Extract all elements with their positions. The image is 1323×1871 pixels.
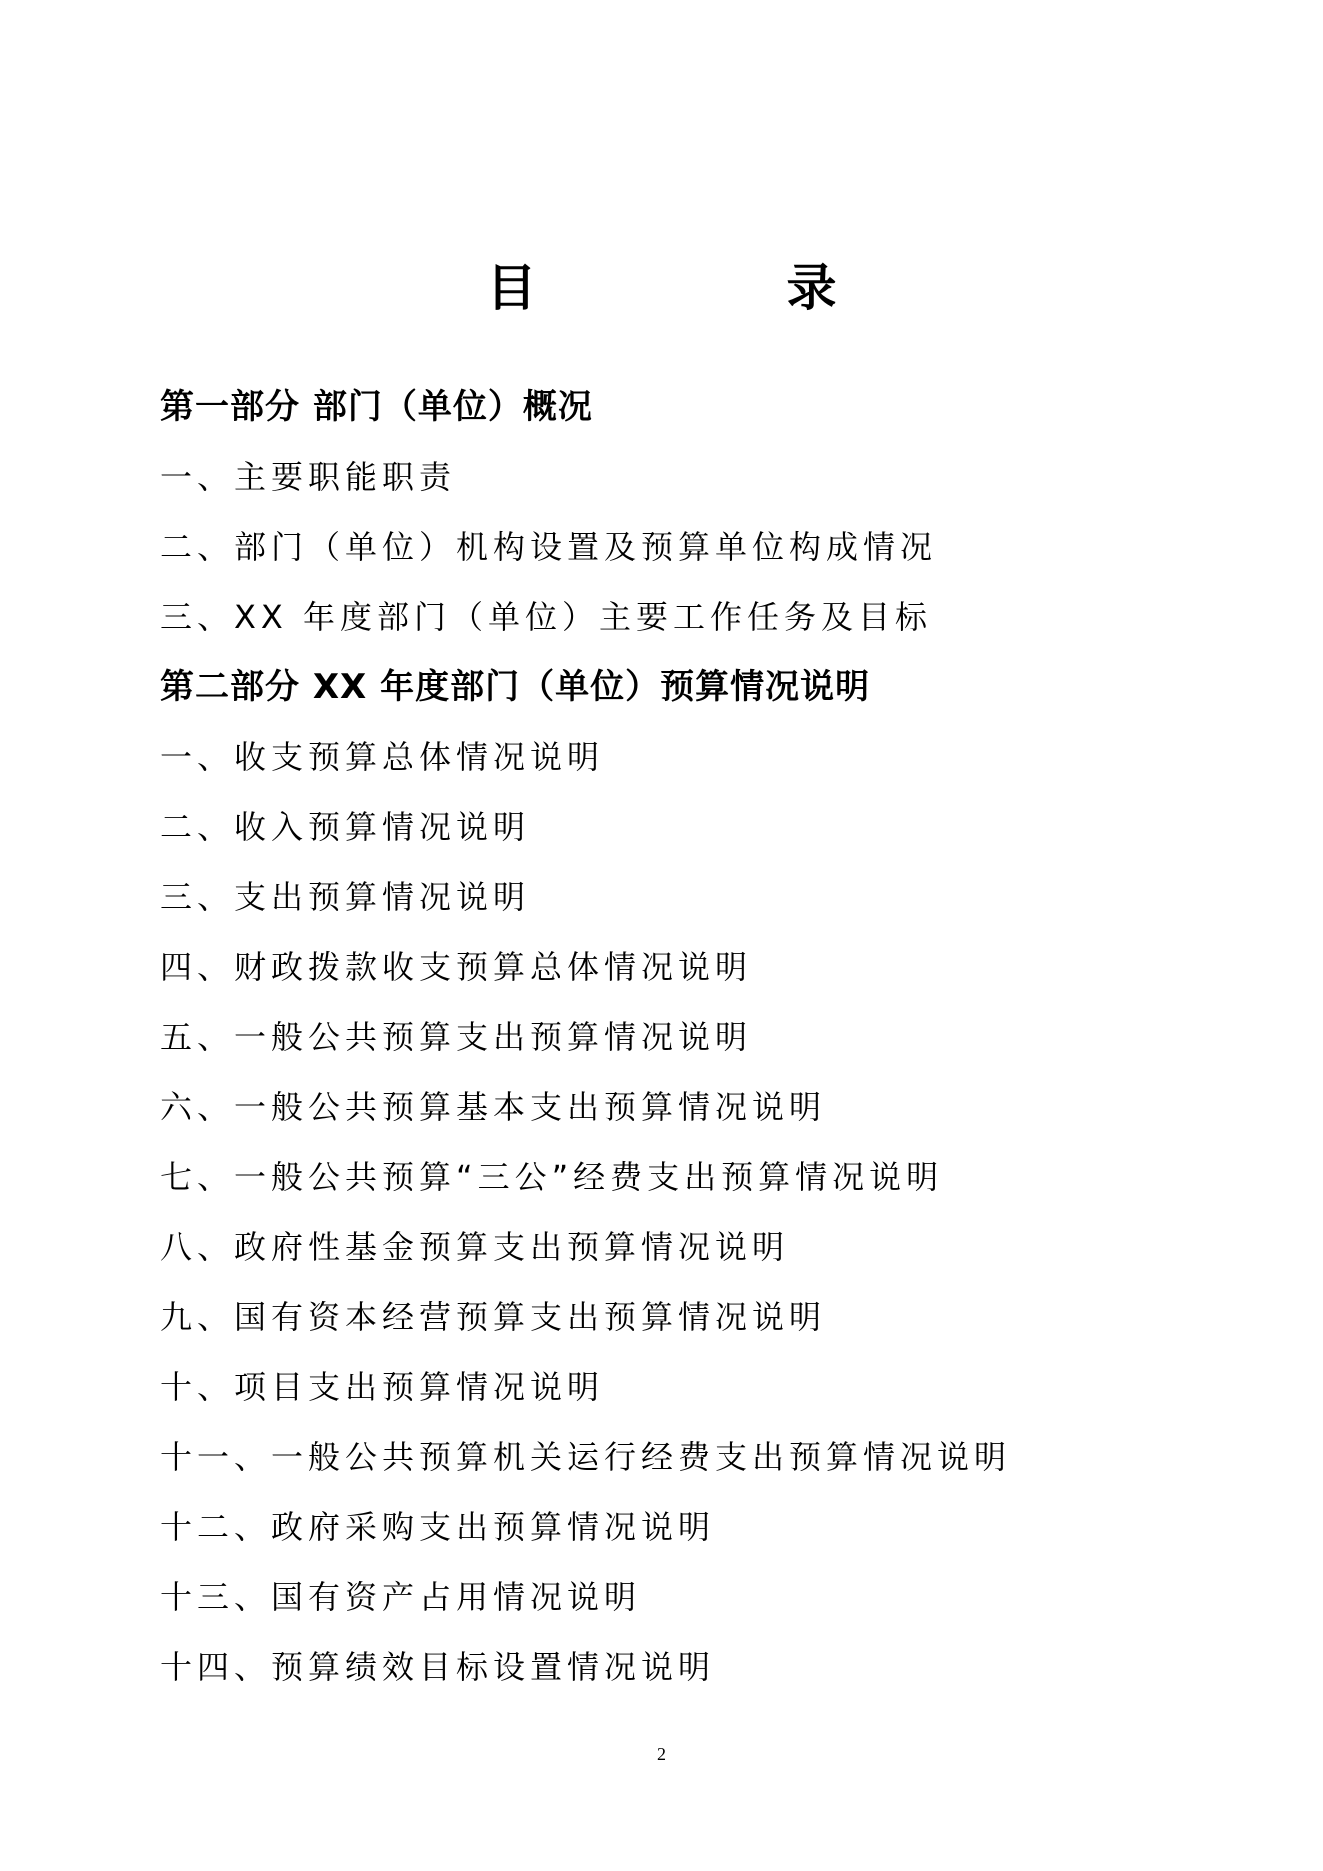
toc-item: 五、一般公共预算支出预算情况说明 [160, 1018, 753, 1056]
page-number: 2 [657, 1744, 666, 1764]
toc-item: 四、财政拨款收支预算总体情况说明 [160, 948, 753, 986]
toc-item: 十、项目支出预算情况说明 [160, 1368, 605, 1406]
toc-item: 七、一般公共预算“三公”经费支出预算情况说明 [160, 1158, 944, 1196]
toc-section-part-2: 第二部分 XX 年度部门（单位）预算情况说明 [160, 667, 871, 707]
toc-item: 九、国有资本经营预算支出预算情况说明 [160, 1298, 827, 1336]
toc-item: 一、主要职能职责 [160, 458, 457, 496]
toc-item: 十一、一般公共预算机关运行经费支出预算情况说明 [160, 1438, 1012, 1476]
toc-title: 目 录 [486, 259, 937, 317]
toc-item: 一、收支预算总体情况说明 [160, 738, 605, 776]
toc-item: 十三、国有资产占用情况说明 [160, 1578, 642, 1616]
toc-item: 三、XX 年度部门（单位）主要工作任务及目标 [160, 598, 933, 636]
toc-section-part-1: 第一部分 部门（单位）概况 [160, 387, 593, 427]
toc-list [160, 372, 1220, 1702]
toc-item: 三、支出预算情况说明 [160, 878, 531, 916]
toc-item: 八、政府性基金预算支出预算情况说明 [160, 1228, 790, 1266]
toc-item: 六、一般公共预算基本支出预算情况说明 [160, 1088, 827, 1126]
toc-item: 二、收入预算情况说明 [160, 808, 531, 846]
toc-item: 十二、政府采购支出预算情况说明 [160, 1508, 716, 1546]
toc-item: 二、部门（单位）机构设置及预算单位构成情况 [160, 528, 938, 566]
toc-item: 十四、预算绩效目标设置情况说明 [160, 1648, 716, 1686]
